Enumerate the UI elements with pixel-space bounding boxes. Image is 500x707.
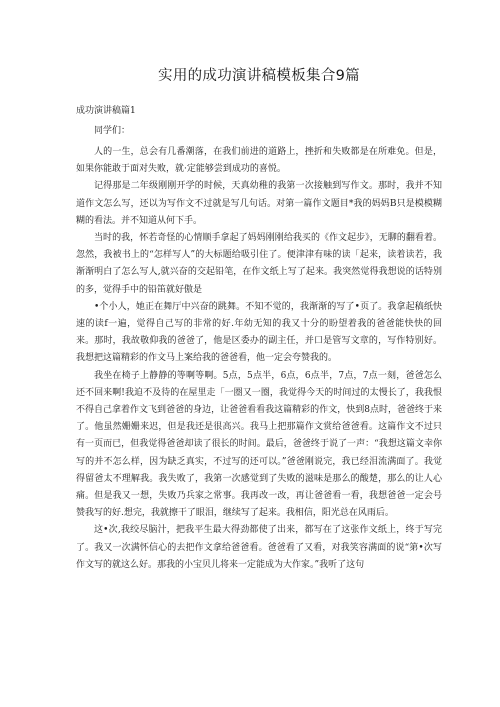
paragraph-6: 这•次,我绞尽脑汁，把我平生最大得劲都使了出来，都写在了这张作文纸上，终于写完了。我又一次满怀信心的去把作文拿给爸爸看。爸爸看了又看，对我笑容满面的说“第•次写作文写的就这么好。那我的小宝贝儿将来一定能成为大作家。”我听了这句 bbox=[76, 525, 442, 570]
paragraph-3: 当时的我，怀若奇怪的心情顺手拿起了妈妈刚刚给我买的《作文起步》，无聊的翻看着。忽然，我被书上的“怎样写人”的大标题给吸引住了。便津津有味的读「起来，读着读若，我渐渐明白了怎么写人,就兴奋的交起铅笔，在作文纸上写了起来。我突然觉得我想说的话特别的多，觉得手中的铅笛就好傲是 bbox=[76, 233, 442, 295]
paragraph-1: 人的一生，总会有几番潮落，在我们前进的道路上，挫折和失败都是在所难免。但是，如果你能敢于面对失败，就·定能够尝到成功的喜悦。 bbox=[76, 147, 442, 175]
body-text bbox=[76, 144, 442, 574]
document-title: 实用的成功演讲稿模板集合9篇 bbox=[158, 68, 360, 84]
section-label: 成功演讲稿篇1 bbox=[76, 106, 136, 116]
paragraph-4: •个小人，她正在舞厅中兴奋的跳舞。不知不觉的，我渐渐的写了•页了。我拿起稿纸快速的读f一遍，觉得自己写的非常的好.年幼无知的我又十分的盼望着我的爸爸能快快的回来。那时，我故敬仰我的爸爸了，他是区委办的副主任，并口是管写文章的，写作特别好。我想把这篇精彩的作文马上案给我的爸爸看，他一定会夸赞我的。 bbox=[76, 301, 442, 364]
greeting: 同学们： bbox=[94, 126, 131, 136]
paragraph-2: 记得那是二年级刚刚开学的时候，天真幼稚的我第一次接触到写作文。那时，我并不知道作文怎么写，还以为写作文不过就是写几句话。对第一篇作文题目*我的妈妈B只是模模糊糊的看法。并不知道从何下手。 bbox=[76, 181, 442, 226]
paragraph-5: 我坐在椅子上静静的等啊等啊。5点，5点半，6点，6点半，7点，7点一刻，爸爸怎么还不回来啊!我迫不及待的在屋里走「一圈又一圈，我觉得今天的时间过的太慢长了，我我恨不得自己拿着作文飞到爸爸的身边，让爸爸看看我这篇精彩的作文，快到8点时，爸爸终于来了。他虽然姗姗来迟，但是我还是很高兴。我马上把那篇作文赏给爸爸看。这篇作文不过只有一页而已，但我觉得爸爸却读了很长的时间。最后，爸爸终于说了一声：“我想这篇文幸你写的并不怎么样，因为缺乏真实，不过写的还可以。”爸爸刚说完，我已经泪流满面了。我觉得留爸太不理解我。我失败了，我第一次感觉到了失败的滋味是那么的酸楚，那么的让人心痛。但是我又一想，失败乃兵家之常事。我再改一改，再让爸爸看一看，我想爸爸一定会号赞我写的好.想完，我就擦干了眼泪，继续写了起来。我相信，阳光总在风雨后。 bbox=[76, 370, 442, 519]
